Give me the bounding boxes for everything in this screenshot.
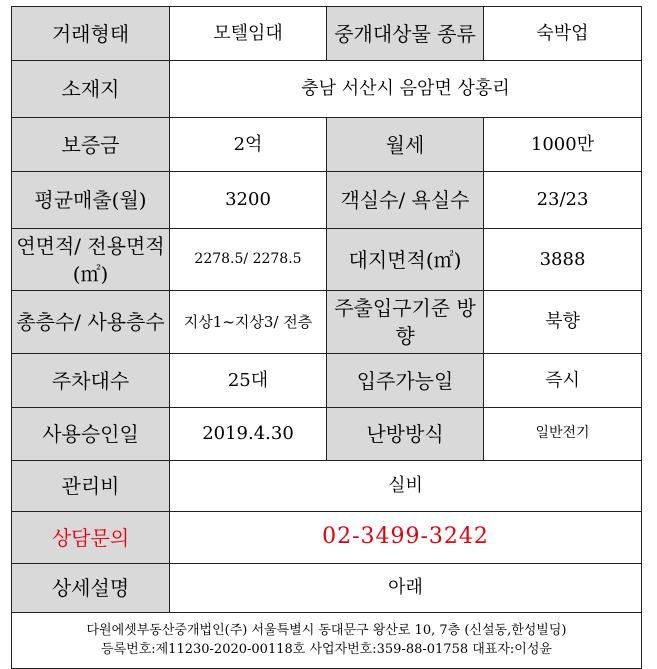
- floor-area-value: 2278.5/ 2278.5: [170, 229, 327, 291]
- agency-registration: 등록번호:제11230-2020-00118호 사업자번호:359-88-01758 대표자:이성윤: [101, 641, 552, 657]
- row-sales: [12, 172, 642, 229]
- detail-label: 상세설명: [12, 564, 170, 613]
- trade-type-value: 모텔임대: [170, 7, 327, 61]
- rooms-baths-value: 23/23: [484, 172, 642, 229]
- listing-table: [11, 6, 642, 669]
- row-area: [12, 229, 642, 291]
- row-detail: [12, 564, 642, 613]
- trade-type-label: 거래형태: [12, 7, 170, 61]
- approval-date-value: 2019.4.30: [170, 408, 327, 461]
- row-floors: [12, 291, 642, 354]
- location-value: 충남 서산시 음암면 상홍리: [170, 61, 642, 118]
- approval-date-label: 사용승인일: [12, 408, 170, 461]
- agency-info: [12, 613, 642, 669]
- agency-address: 다원에셋부동산중개법인(주) 서울특별시 동대문구 왕산로 10, 7층 (신설동,한성빌딩): [86, 623, 567, 639]
- entrance-direction-label: 주출입구기준 방향: [327, 291, 484, 354]
- floors-label: 총층수/ 사용층수: [12, 291, 170, 354]
- floor-area-label: 연면적/ 전용면적(㎡): [12, 229, 170, 291]
- row-trade-type: [12, 7, 642, 61]
- location-label: 소재지: [12, 61, 170, 118]
- monthly-rent-label: 월세: [327, 118, 484, 172]
- land-area-value: 3888: [484, 229, 642, 291]
- property-category-label: 중개대상물 종류: [327, 7, 484, 61]
- entrance-direction-value: 북향: [484, 291, 642, 354]
- row-location: [12, 61, 642, 118]
- row-footer: [12, 613, 642, 669]
- parking-value: 25대: [170, 354, 327, 408]
- move-in-value: 즉시: [484, 354, 642, 408]
- deposit-label: 보증금: [12, 118, 170, 172]
- contact-phone[interactable]: 02-3499-3242: [170, 512, 642, 564]
- row-management: [12, 461, 642, 512]
- move-in-label: 입주가능일: [327, 354, 484, 408]
- management-fee-value: 실비: [170, 461, 642, 512]
- heating-label: 난방방식: [327, 408, 484, 461]
- avg-sales-value: 3200: [170, 172, 327, 229]
- parking-label: 주차대수: [12, 354, 170, 408]
- contact-label: 상담문의: [12, 512, 170, 564]
- row-deposit: [12, 118, 642, 172]
- floors-value: 지상1~지상3/ 전층: [170, 291, 327, 354]
- heating-value: 일반전기: [484, 408, 642, 461]
- management-fee-label: 관리비: [12, 461, 170, 512]
- land-area-label: 대지면적(㎡): [327, 229, 484, 291]
- row-parking: [12, 354, 642, 408]
- rooms-baths-label: 객실수/ 욕실수: [327, 172, 484, 229]
- deposit-value: 2억: [170, 118, 327, 172]
- monthly-rent-value: 1000만: [484, 118, 642, 172]
- property-category-value: 숙박업: [484, 7, 642, 61]
- avg-sales-label: 평균매출(월): [12, 172, 170, 229]
- detail-value: 아래: [170, 564, 642, 613]
- row-contact: [12, 512, 642, 564]
- row-approval: [12, 408, 642, 461]
